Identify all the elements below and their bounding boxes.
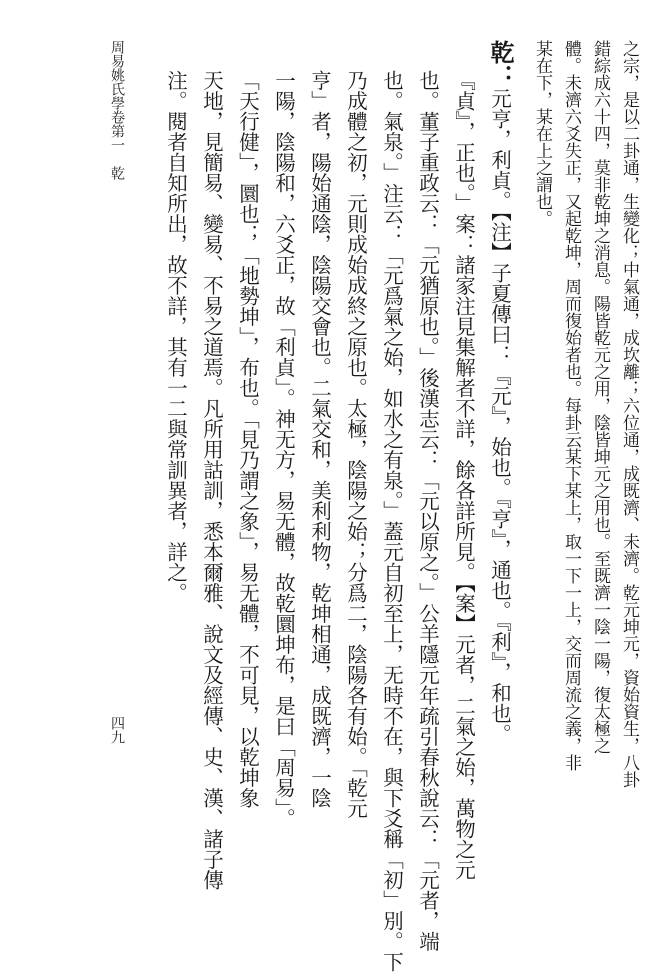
body-line-5: 乃成體之初，元則成始成終之原也。太極，陰陽之始；分爲二，陰陽各有始。「乾元 bbox=[343, 70, 368, 819]
body-line-3: 也。董子重政云：「元猶原也。」後漢志云：「元以原之。」公羊隱元年疏引春秋說云：「元者，端 bbox=[415, 70, 440, 952]
intro-line-3: 體。未濟六爻失正，又起乾坤，周而復始者也。每卦云某下某上，取一下一上，交而周流之義，非 bbox=[561, 40, 581, 771]
intro-line-4: 某在下，某在上之謂也。 bbox=[532, 40, 552, 227]
page-number: 四九 bbox=[109, 716, 125, 744]
body-line-1: 元亨，利貞。【注】子夏傳曰：『元』，始也。『亨』，通也。『利』，和也。 bbox=[487, 88, 512, 744]
intro-line-1: 之宗，是以二卦通，生變化；中氣通，成坎離；六位通，成既濟、未濟。乾元坤元，資始資生，八卦 bbox=[619, 40, 639, 788]
body-line-4: 也。氣泉。」注云：「元爲氣之始，如水之有泉。」蓋元自初至上，无時不在，與下爻稱「初」別。下 bbox=[379, 70, 404, 972]
body-line-7: 一陽，陰陽和，六爻正，故「利貞」。神无方，易无體，故乾圜坤布，是曰「周易」。 bbox=[271, 70, 296, 829]
intro-line-2: 錯綜成六十四，莫非乾坤之消息。陽皆乾元之用，陰皆坤元之用也。至既濟一陰一陽，復太極之 bbox=[590, 40, 610, 754]
hexagram-heading: 乾： bbox=[486, 40, 515, 88]
body-line-8: 「天行健」，圜也；「地勢坤」，布也。「見乃謂之象」，易无體，不可見，以乾坤象 bbox=[235, 70, 260, 808]
body-line-9: 天地，見簡易、變易、不易之道焉。凡所用詁訓，悉本爾雅、說文及經傳、史、漢、諸子傳 bbox=[199, 70, 224, 890]
margin-title: 周易姚氏學卷第一 乾 bbox=[109, 40, 125, 180]
body-line-6: 亨」者，陽始通陰，陰陽交會也。二氣交和，美利利物，乾坤相通，成既濟，一陰 bbox=[307, 70, 332, 808]
body-line-10: 注。閱者自知所出，故不詳，其有一二與常訓異者，詳之。 bbox=[163, 70, 188, 603]
body-line-2: 『貞』，正也。」案：諸家注見集解者不詳，餘各詳所見。【案】元者，二氣之始，萬物之元 bbox=[451, 70, 476, 880]
